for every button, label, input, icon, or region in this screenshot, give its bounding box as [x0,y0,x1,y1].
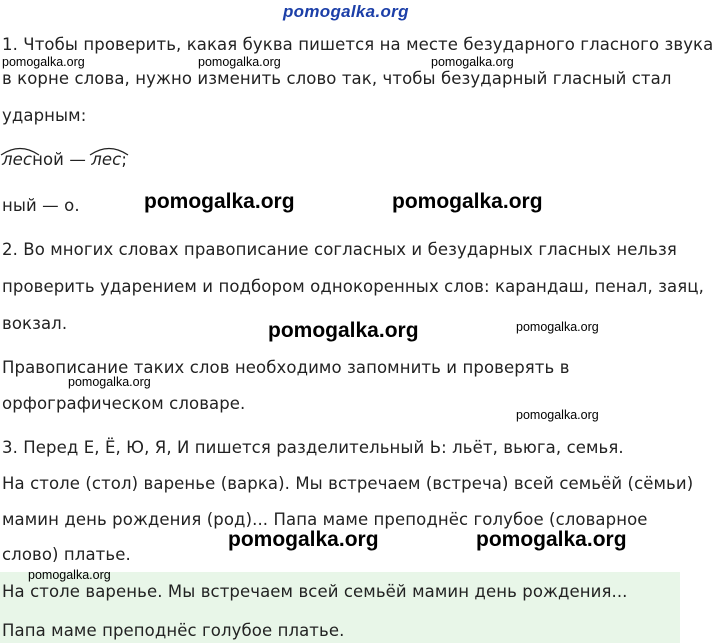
watermark: pomogalka.org [476,528,627,551]
rule3-line1: 3. Перед Е, Ё, Ю, Я, И пишется разделительный Ь: льёт, вьюга, семья. [2,438,624,457]
rule1-line2: в корне слова, нужно изменить слово так, чтобы безударный гласный стал [2,69,672,88]
watermark: pomogalka.org [268,319,419,342]
rule2-line4: Правописание таких слов необходимо запомнить и проверять в [2,358,570,377]
rule3-example1: На столе (стол) варенье (варка). Мы встречаем (встреча) всей семьёй (сёмьи) [2,474,694,493]
watermark: pomogalka.org [516,320,599,334]
watermark: pomogalka.org [228,528,379,551]
watermark: pomogalka.org [144,190,295,213]
rule1-line5: ный — о. [2,196,80,215]
watermark: pomogalka.org [198,55,281,69]
rule1-line3: ударным: [2,106,87,125]
rule1-example [2,150,127,169]
rule3-example3: слово) платье. [2,545,131,564]
watermark: pomogalka.org [431,55,514,69]
watermark: pomogalka.org [392,190,543,213]
answer-line1: На столе варенье. Мы встречаем всей семьёй мамин день рождения... [2,582,628,601]
root-word-2: лес [91,150,121,169]
answer-block [0,572,680,643]
root-word-1: лес [2,150,32,169]
rule2-line1: 2. Во многих словах правописание согласных и безударных гласных нельзя [2,240,677,259]
example-suffix: ной — [32,150,92,169]
root-arc-icon [0,144,40,156]
watermark: pomogalka.org [2,55,85,69]
answer-line2: Папа маме преподнёс голубое платье. [2,621,345,640]
root-arc-icon [89,144,129,156]
watermark: pomogalka.org [68,375,151,389]
rule2-example-words: карандаш, пенал, заяц, [495,277,704,296]
rule1-line1: 1. Чтобы проверить, какая буква пишется на месте безударного гласного звука [2,35,713,54]
example-end: ; [121,150,128,169]
rule3-example2: мамин день рождения (род)... Папа маме преподнёс голубое (словарное [2,510,648,529]
watermark-top: pomogalka.org [283,2,409,21]
rule2-line5: орфографическом словаре. [2,394,246,413]
watermark: pomogalka.org [28,568,111,582]
rule2-line2-prefix: проверить ударением и подбором однокоренных слов: [2,277,495,296]
rule2-line3: вокзал. [2,314,68,333]
watermark: pomogalka.org [516,408,599,422]
rule2-line2 [2,277,704,296]
